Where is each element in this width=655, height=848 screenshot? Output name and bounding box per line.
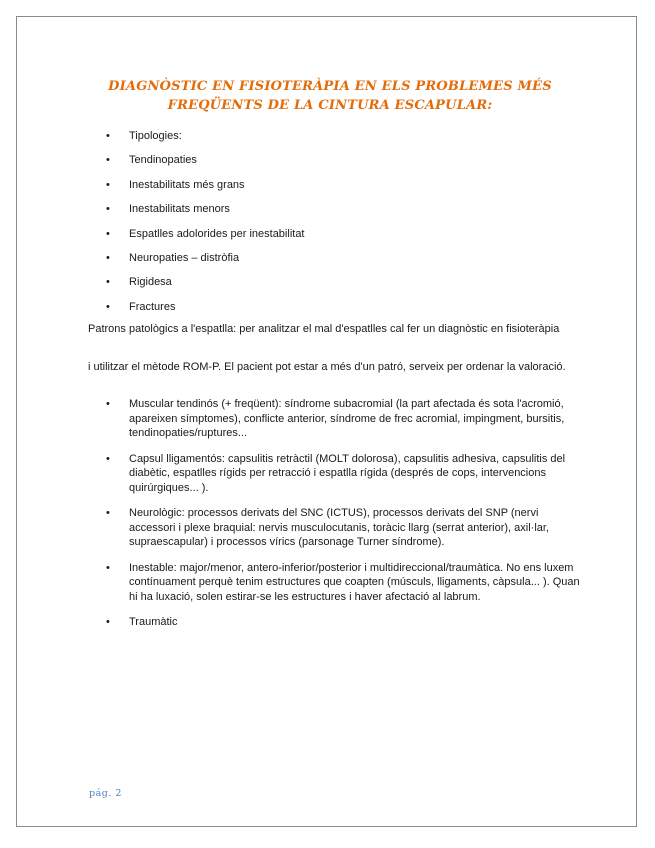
list-item: • Capsul lligamentós: capsulitis retràctil (MOLT dolorosa), capsulitis adhesiva, capsulitis del diabètic, espatlles rígids per retracció i espatlla rígida (després de cops, intervencions quirúrgiques... ).	[106, 452, 566, 494]
list-item: • Fractures	[106, 300, 176, 313]
bullet-icon: •	[106, 203, 110, 216]
bullet-icon: •	[106, 616, 110, 628]
pattern-list	[0, 397, 580, 641]
paragraph-rom-p: i utilitzar el mètode ROM-P. El pacient pot estar a més d'un patró, serveix per ordenar la valoració.	[88, 361, 566, 373]
page-number: pág. 2	[89, 788, 122, 799]
bullet-icon: •	[106, 227, 110, 240]
document-title	[70, 77, 590, 115]
list-item: • Tipologies:	[106, 130, 182, 142]
list-item: • Inestabilitats menors	[106, 203, 230, 216]
bullet-icon: •	[106, 154, 110, 167]
bullet-icon: •	[106, 398, 110, 410]
bullet-icon: •	[106, 276, 110, 289]
list-item: • Espatlles adolorides per inestabilitat	[106, 227, 305, 240]
list-item: • Rigidesa	[106, 276, 172, 289]
list-item: • Tendinopaties	[106, 154, 197, 167]
paragraph-patterns: Patrons patològics a l'espatlla: per analitzar el mal d'espatlles cal fer un diagnòstic en fisioteràpia	[88, 323, 560, 335]
bullet-icon: •	[106, 507, 110, 519]
list-item: • Neuropaties – distròfia	[106, 251, 240, 264]
bullet-icon: •	[106, 178, 110, 191]
typology-list	[0, 129, 305, 324]
list-item: • Traumàtic	[106, 616, 178, 628]
title-line-1: DIAGNÒSTIC EN FISIOTERÀPIA EN ELS PROBLEMES MÉS	[108, 79, 552, 94]
bullet-icon: •	[106, 251, 110, 264]
list-item: • Inestable: major/menor, antero-inferior/posterior i multidireccional/traumàtica. No ens luxem contínuament perquè tenim estructures que coapten (músculs, lligaments, càpsula... ). Quan hi ha luxació, solen estirar-se les estructures i haver afectació al labrum.	[106, 561, 580, 603]
list-item: • Muscular tendinós (+ freqüent): síndrome subacromial (la part afectada és sota l'acromió, apareixen símptomes), conflicte anterior, síndrome de frec acromial, impingment, bursitis, tendinopaties/ruptures...	[106, 398, 565, 439]
bullet-icon: •	[106, 300, 110, 313]
title-line-2: FREQÜENTS DE LA CINTURA ESCAPULAR:	[167, 98, 493, 113]
list-item: • Inestabilitats més grans	[106, 178, 245, 191]
bullet-icon: •	[106, 561, 110, 574]
bullet-icon: •	[106, 130, 110, 142]
list-item: • Neurològic: processos derivats del SNC (ICTUS), processos derivats del SNP (nervi accessori i plexe braquial: nervis musculocutanis, toràcic llarg (serrat anterior), axil·lar, supraescapular) i processos vírics (parsonage Turner síndrome).	[106, 507, 549, 548]
bullet-icon: •	[106, 452, 110, 465]
